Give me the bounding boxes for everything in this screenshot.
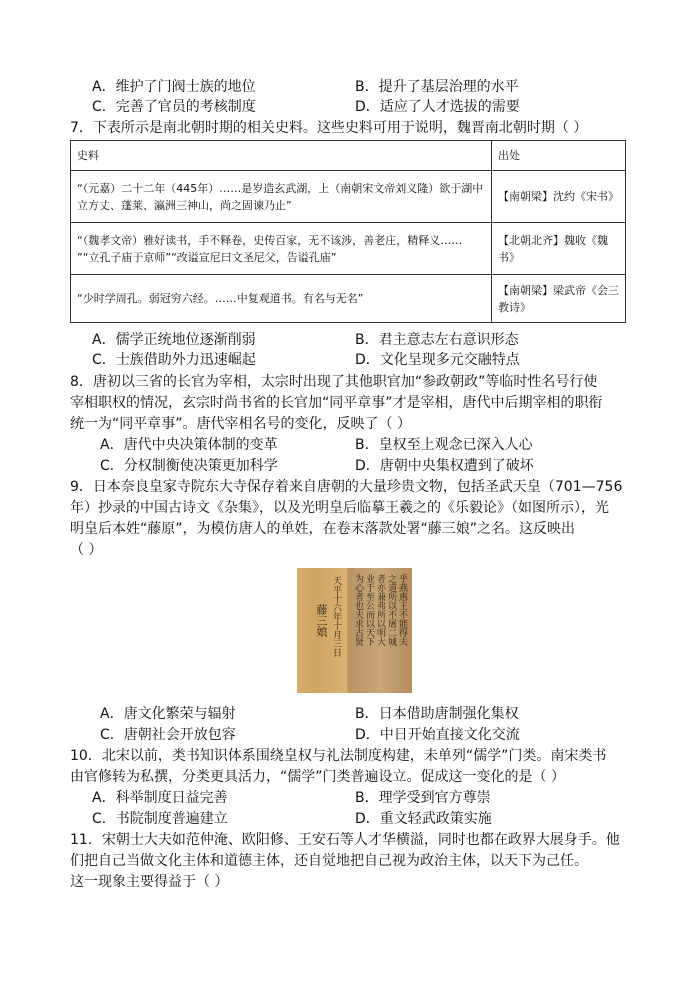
q6-option-c: C．完善了官员的考核制度 bbox=[92, 99, 256, 115]
q6-option-d: D．适应了人才选拔的需要 bbox=[355, 99, 520, 115]
q9-option-c: C．唐朝社会开放包容 bbox=[100, 727, 236, 743]
q6-option-a: A．维护了门阀士族的地位 bbox=[92, 79, 256, 95]
q8-option-a: A．唐代中央决策体制的变革 bbox=[100, 437, 278, 453]
q8-option-d: D．唐朝中央集权遭到了破坏 bbox=[355, 458, 534, 474]
q11-line-1: 11．宋朝士大夫如范仲淹、欧阳修、王安石等人才华横溢，同时也都在政界大展身手。他 bbox=[70, 832, 620, 848]
q9-line-4: （ ） bbox=[70, 542, 103, 558]
table-header-origin: 出处 bbox=[492, 141, 626, 171]
source-table bbox=[70, 140, 626, 323]
table-row-2-source: 【北朝北齐】魏收《魏书》 bbox=[492, 223, 626, 275]
q10-option-b: B．理学受到官方尊崇 bbox=[355, 790, 491, 806]
q9-line-2: 年）抄录的中国古诗文《杂集》，以及光明皇后临摹王羲之的《乐毅论》（如图所示），光 bbox=[70, 500, 609, 516]
table-header-source-text: 史料 bbox=[71, 141, 492, 171]
q7-option-a: A．儒学正统地位逐渐削弱 bbox=[92, 332, 256, 348]
table-row-3-source: 【南朝梁】梁武帝《会三教诗》 bbox=[492, 275, 626, 323]
scroll-col-4: 业于至公而以天下 bbox=[364, 574, 374, 646]
scroll-col-1: 乎燕惠王不能得夫 bbox=[397, 574, 407, 646]
q9-option-b: B．日本借助唐制强化集权 bbox=[355, 706, 519, 722]
calligraphy-scroll-image bbox=[297, 568, 412, 693]
q7-stem: 7．下表所示是南北朝时期的相关史料。这些史料可用于说明，魏晋南北朝时期（ ） bbox=[70, 120, 588, 136]
q10-option-c: C．书院制度普遍建立 bbox=[92, 811, 228, 827]
scroll-signature-text: 藤三娘 bbox=[315, 604, 328, 637]
q9-line-1: 9．日本奈良皇家寺院东大寺保存着来自唐朝的大量珍贵文物，包括圣武天皇（701—756 bbox=[70, 479, 623, 495]
q11-line-2: 们把自己当做文化主体和道德主体，还自觉地把自己视为政治主体，以天下为己任。 bbox=[70, 853, 588, 869]
scroll-date-text: 天平十六年十月三日 bbox=[331, 576, 341, 657]
q6-option-b: B．提升了基层治理的水平 bbox=[355, 79, 519, 95]
q10-option-a: A．科举制度日益完善 bbox=[92, 790, 228, 806]
q7-option-c: C．士族借助外力迅速崛起 bbox=[92, 352, 256, 368]
scroll-col-2: 之道所以不屠二城 bbox=[386, 574, 396, 646]
q8-option-b: B．皇权至上观念已深入人心 bbox=[355, 437, 533, 453]
q8-line-3: 统一为“同平章事”。唐代宰相名号的变化，反映了（ ） bbox=[70, 416, 411, 432]
q9-option-a: A．唐文化繁荣与辐射 bbox=[100, 706, 236, 722]
q9-line-3: 明皇后本姓“藤原”，为模仿唐人的单姓，在卷末落款处署“藤三娘”之名。这反映出 bbox=[70, 521, 576, 537]
table-row-1-source: 【南朝梁】沈约《宋书》 bbox=[492, 171, 626, 223]
q10-line-1: 10．北宋以前，类书知识体系围绕皇权与礼法制度构建，未单列“儒学”门类。南宋类书 bbox=[70, 748, 607, 764]
scroll-col-5: 为心者也夫求古贤 bbox=[353, 574, 363, 646]
table-row-1-text: “（元嘉）二十二年（445年）……是岁造玄武湖，上（南朝宋文帝刘义隆）欲于湖中立方丈、蓬莱、瀛洲三神山，尚之固谏乃止” bbox=[71, 171, 492, 223]
table-row-3-text: “少时学周孔。弱冠穷六经。……中复观道书。有名与无名” bbox=[71, 275, 492, 323]
q10-line-2: 由官修转为私撰，分类更具活力，“儒学”门类普遍设立。促成这一变化的是（ ） bbox=[70, 769, 565, 785]
q11-line-3: 这一现象主要得益于（ ） bbox=[70, 874, 229, 890]
q7-option-b: B．君主意志左右意识形态 bbox=[355, 332, 519, 348]
q8-line-2: 宰相职权的情况，玄宗时尚书省的长官加“同平章事”才是宰相，唐代中后期宰相的职衔 bbox=[70, 395, 603, 411]
q9-option-d: D．中日开始直接文化交流 bbox=[355, 727, 520, 743]
q8-option-c: C．分权制衡使决策更加科学 bbox=[100, 458, 278, 474]
q8-line-1: 8．唐初以三省的长官为宰相，太宗时出现了其他职官加“参政朝政”等临时性名号行使 bbox=[70, 374, 598, 390]
q10-option-d: D．重文轻武政策实施 bbox=[355, 811, 492, 827]
q7-option-d: D．文化呈现多元交融特点 bbox=[355, 352, 520, 368]
scroll-col-3: 者亦兼弗所以明大 bbox=[375, 574, 385, 646]
table-row-2-text: “（魏孝文帝）雅好读书，手不释卷，史传百家，无不该涉，善老庄，精释义…… ”“立孔子庙于京师”“改谥宣尼曰文圣尼父，告谥孔庙” bbox=[71, 223, 492, 275]
